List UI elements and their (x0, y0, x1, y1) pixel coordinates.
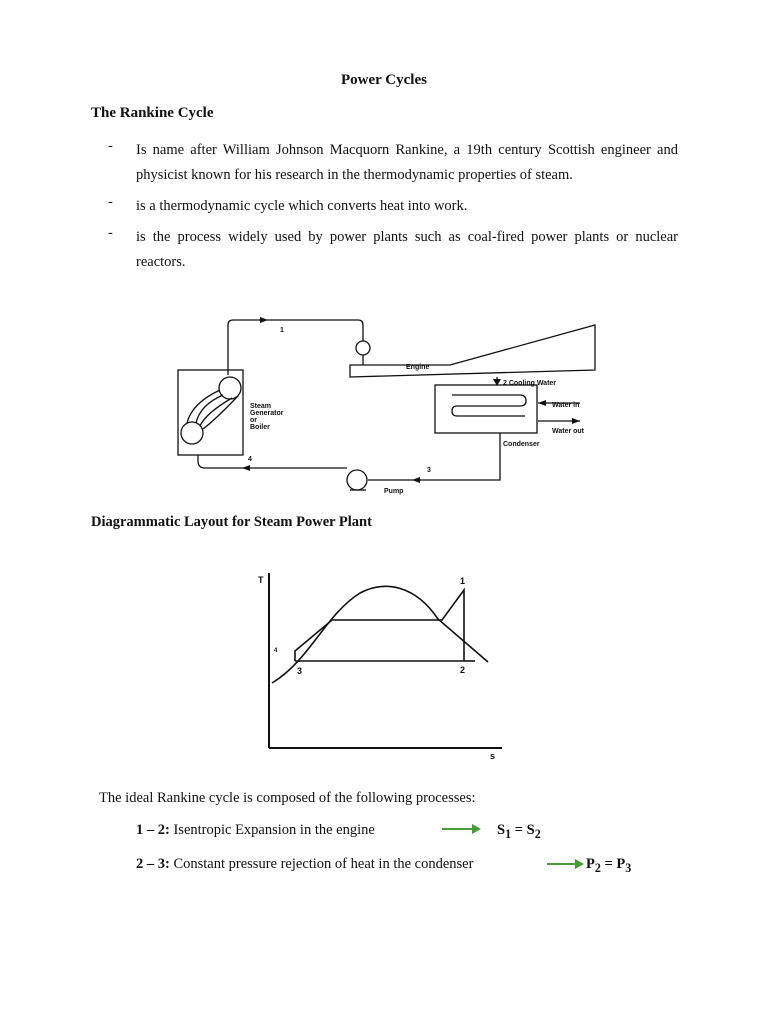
point-3-label: 3 (297, 666, 303, 676)
bullet-dash: - (108, 194, 113, 210)
process-equation: $S_1 = S_2$ (497, 822, 541, 841)
page-title: Power Cycles (341, 72, 427, 88)
list-item (108, 225, 678, 275)
process-item (136, 822, 375, 839)
engine-label: Engine (406, 364, 430, 371)
state-label-4: 4 (248, 456, 252, 463)
boiler-label: Generator (250, 410, 284, 417)
bullet-text: is the process widely used by power plants such as coal-fired power plants or nuclear reactors. (136, 229, 678, 270)
feed-pipe (198, 455, 347, 468)
heat-addition-line (295, 590, 464, 661)
process-number: 1 – 2: (136, 822, 170, 838)
condenser-box (435, 385, 537, 433)
list-item (108, 194, 678, 219)
valve-icon (356, 341, 370, 355)
process-number: 2 – 3: (136, 856, 170, 872)
bullet-dash: - (108, 225, 113, 241)
state-label-1: 1 (280, 327, 284, 334)
bullet-list (108, 138, 678, 281)
boiler-label: or (250, 417, 257, 424)
pump-label: Pump (384, 488, 404, 495)
cooling-water-label: 2 Cooling Water (503, 380, 557, 387)
right-arrow-icon (547, 858, 585, 870)
boiler-label: Boiler (250, 424, 270, 431)
boiler-label: Steam (250, 403, 272, 410)
water-out-label: Water out (552, 428, 585, 435)
point-2-label: 2 (460, 665, 466, 675)
s-axis-label: s (490, 751, 496, 761)
intro-text: The ideal Rankine cycle is composed of the following processes: (99, 790, 476, 806)
list-item (108, 138, 678, 188)
water-in-label: Water in (552, 402, 580, 409)
bullet-dash: - (108, 138, 113, 154)
process-text: Isentropic Expansion in the engine (169, 822, 375, 838)
section-heading: The Rankine Cycle (91, 105, 214, 121)
t-axis-label: T (258, 575, 264, 585)
point-4-label: 4 (274, 648, 278, 654)
steam-pipe (228, 320, 363, 375)
bullet-text: is a thermodynamic cycle which converts heat into work. (136, 198, 468, 214)
process-equation: $P_2 = P_3$ (586, 856, 632, 875)
bullet-text: Is name after William Johnson Macquorn Rankine, a 19th century Scottish engineer and physicist known for his research in the thermodynamic properties of steam. (136, 142, 678, 183)
condensate-pipe (368, 433, 500, 480)
condenser-label: Condenser (503, 441, 540, 448)
state-label-3: 3 (427, 467, 431, 474)
engine-shape (350, 325, 595, 377)
steam-plant-diagram (170, 305, 610, 505)
process-text: Constant pressure rejection of heat in the condenser (169, 856, 474, 872)
right-arrow-icon (442, 823, 482, 835)
figure-caption: Diagrammatic Layout for Steam Power Plant (91, 514, 372, 530)
pump-icon (347, 470, 367, 490)
condenser-coil (452, 395, 526, 416)
process-item (136, 856, 473, 873)
ts-diagram (250, 565, 510, 765)
point-1-label: 1 (460, 576, 466, 586)
